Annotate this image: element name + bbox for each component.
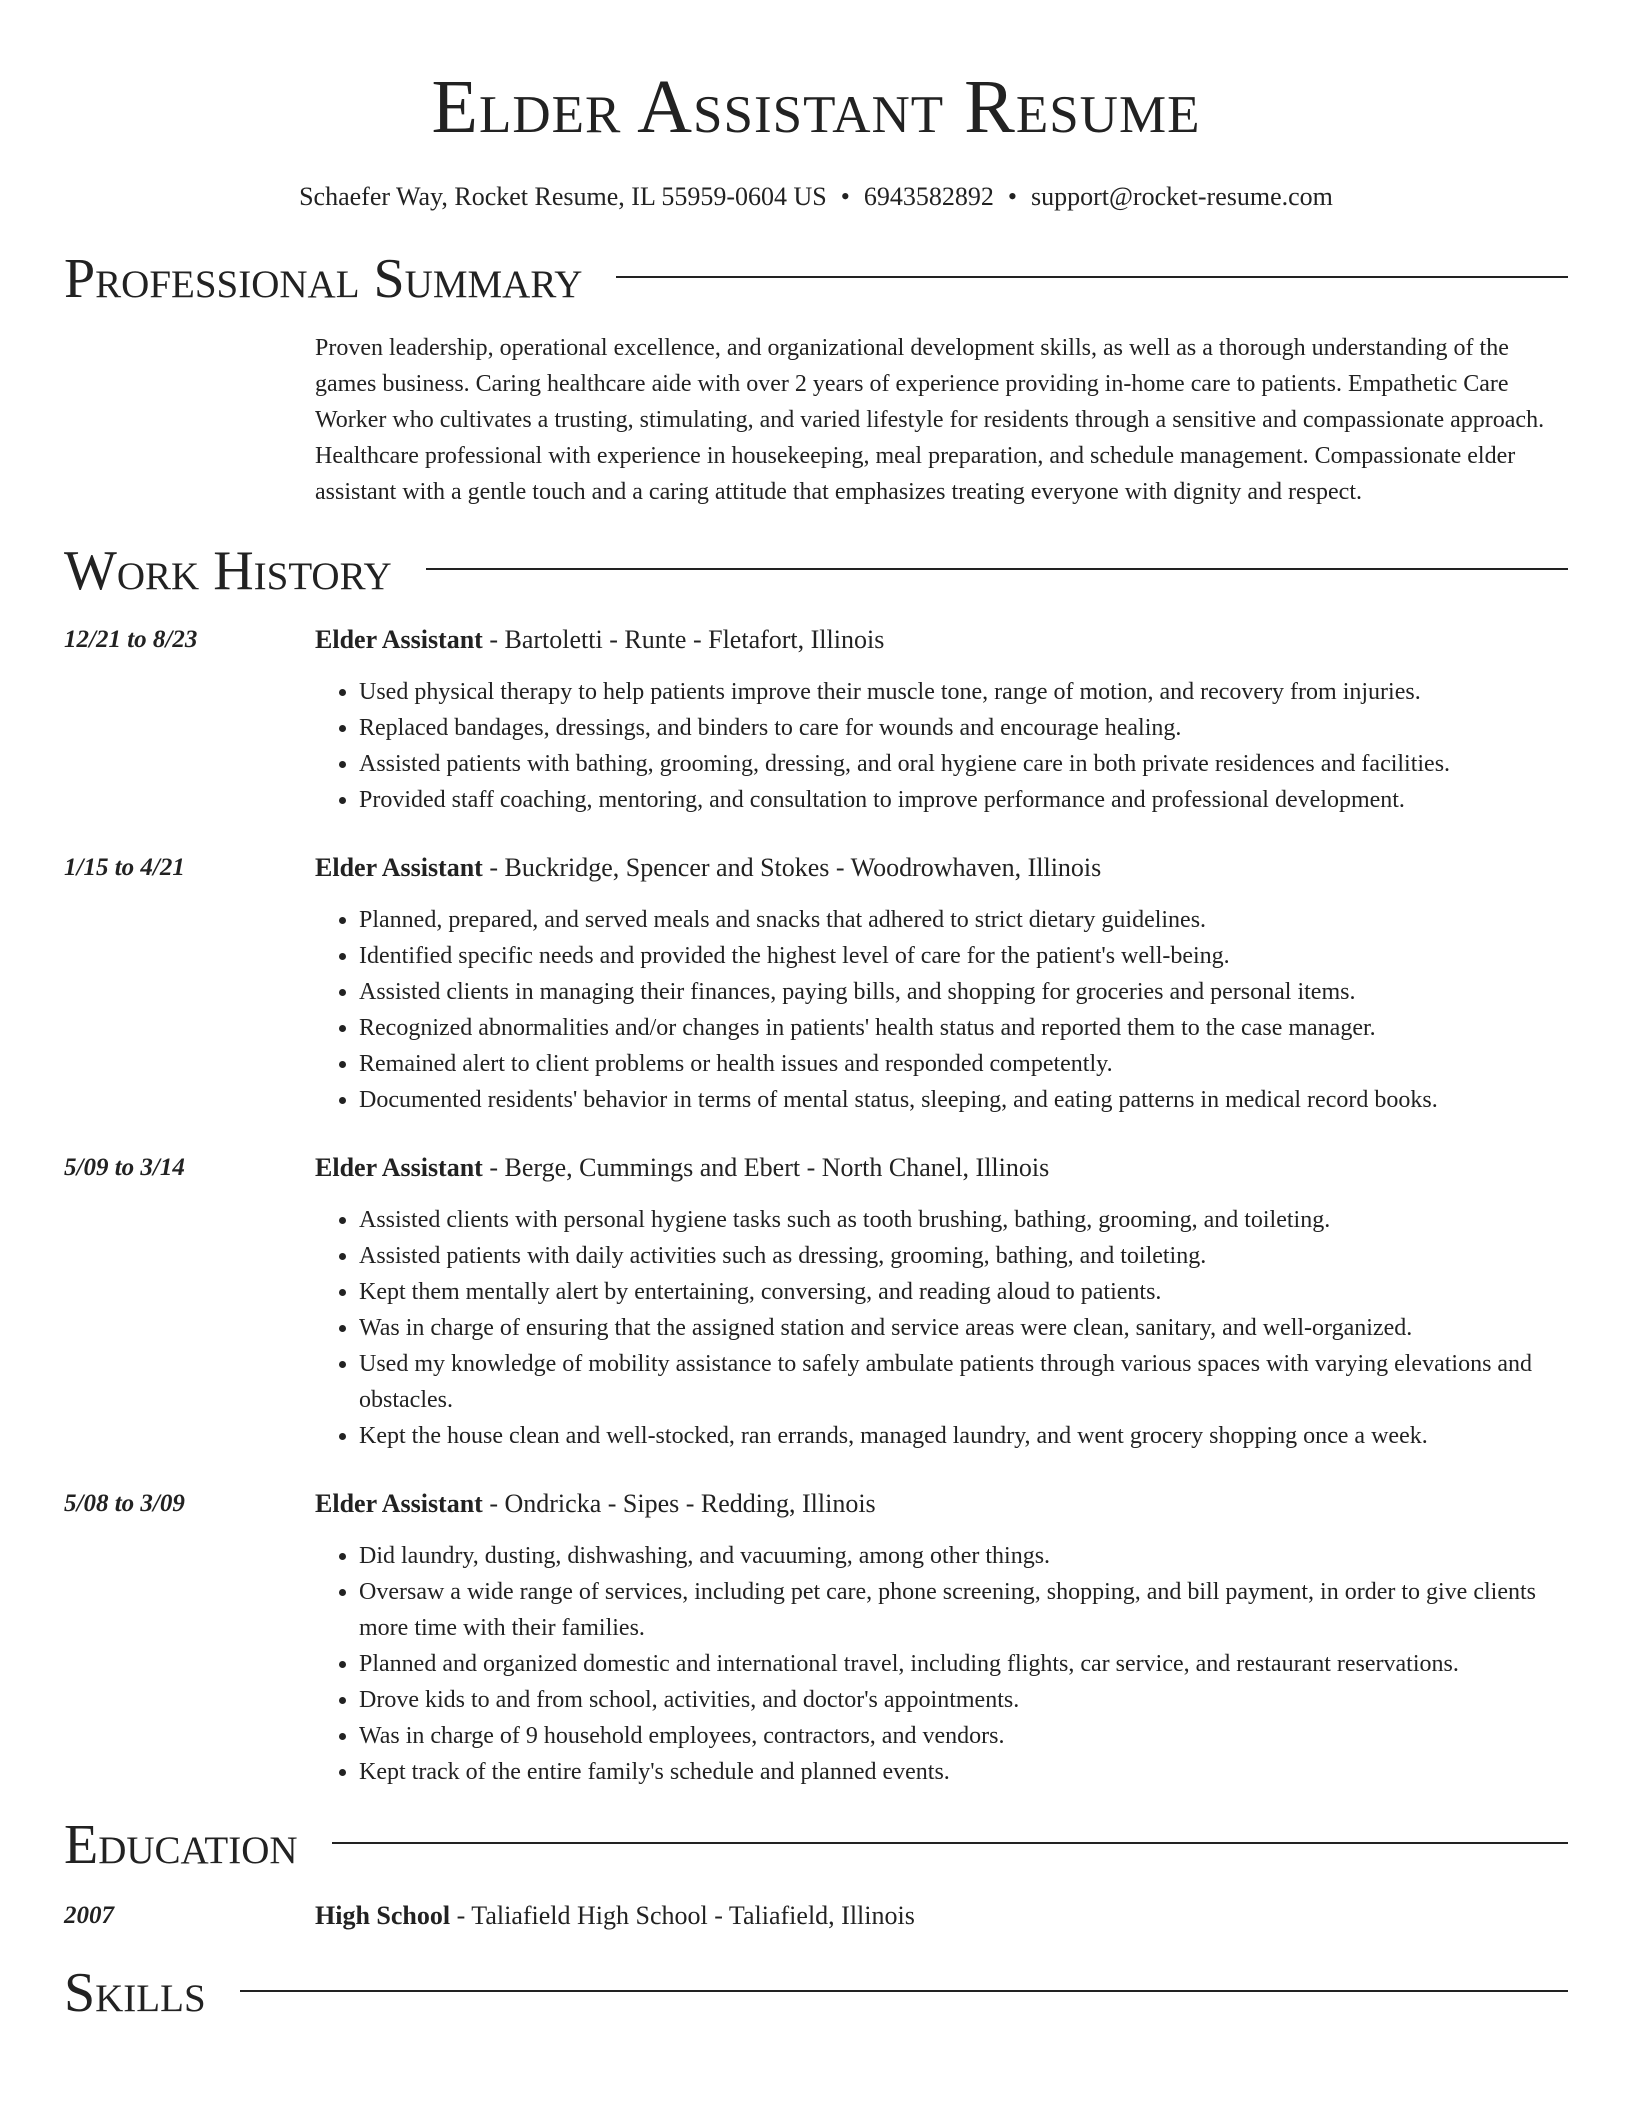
education-body bbox=[315, 1898, 1568, 1934]
job-bullet: • Identified specific needs and provided the highest level of care for the patient's well-being. bbox=[359, 938, 1568, 974]
job-bullet: • Used my knowledge of mobility assistance to safely ambulate patients through various spaces with varying elevations and obstacles. bbox=[359, 1346, 1568, 1418]
job-entry bbox=[64, 850, 1568, 1118]
job-dates: 12/21 to 8/23 bbox=[64, 626, 198, 653]
job-bullet: • Was in charge of ensuring that the assigned station and service areas were clean, sanitary, and well-organized. bbox=[359, 1310, 1568, 1346]
education-title-line bbox=[315, 1898, 1568, 1934]
job-body bbox=[315, 850, 1568, 1118]
job-bullet: • Remained alert to client problems or health issues and responded competently. bbox=[359, 1046, 1568, 1082]
job-bullets bbox=[315, 1538, 1568, 1790]
section-rule bbox=[616, 276, 1568, 278]
job-body bbox=[315, 622, 1568, 818]
contact-separator: • bbox=[840, 182, 850, 211]
resume-page bbox=[64, 0, 1568, 2024]
job-dates: 5/08 to 3/09 bbox=[64, 1490, 185, 1517]
job-bullet: • Assisted clients in managing their finances, paying bills, and shopping for groceries and personal items. bbox=[359, 974, 1568, 1010]
skills-section-header bbox=[64, 1962, 1568, 2024]
contact-address: Schaefer Way, Rocket Resume, IL 55959-0604 US bbox=[299, 182, 827, 211]
job-bullet: • Assisted clients with personal hygiene tasks such as tooth brushing, bathing, grooming, and toileting. bbox=[359, 1202, 1568, 1238]
contact-email: support@rocket-resume.com bbox=[1030, 182, 1333, 211]
summary-heading: Professional Summary bbox=[64, 248, 583, 310]
education-year: 2007 bbox=[64, 1902, 114, 1929]
education-heading: Education bbox=[64, 1814, 298, 1876]
job-details: - Ondricka - Sipes - Redding, Illinois bbox=[482, 1489, 876, 1518]
job-bullet: • Kept track of the entire family's schedule and planned events. bbox=[359, 1754, 1568, 1790]
job-title-line bbox=[315, 1486, 1568, 1522]
job-title-line bbox=[315, 1150, 1568, 1186]
job-role: Elder Assistant bbox=[315, 1489, 483, 1518]
job-bullet: • Planned, prepared, and served meals and snacks that adhered to strict dietary guidelines. bbox=[359, 902, 1568, 938]
job-bullets bbox=[315, 1202, 1568, 1454]
work-history-list bbox=[64, 622, 1568, 1790]
job-details: - Buckridge, Spencer and Stokes - Woodrowhaven, Illinois bbox=[482, 853, 1102, 882]
contact-phone: 6943582892 bbox=[863, 182, 994, 211]
job-title-line bbox=[315, 850, 1568, 886]
job-bullet: • Did laundry, dusting, dishwashing, and vacuuming, among other things. bbox=[359, 1538, 1568, 1574]
contact-line bbox=[64, 180, 1568, 214]
summary-text: Proven leadership, operational excellence, and organizational development skills, as well as a thorough understanding of the games business. Caring healthcare aide with over 2 years of experience providing in-home care to patients. Empathetic Care Worker who cultivates a trusting, stimulating, and varied lifestyle for residents through a sensitive and compassionate approach. Healthcare professional with experience in housekeeping, meal preparation, and schedule management. Compassionate elder assistant with a gentle touch and a caring attitude that emphasizes treating everyone with dignity and respect. bbox=[315, 335, 1545, 505]
job-bullet: • Was in charge of 9 household employees, contractors, and vendors. bbox=[359, 1718, 1568, 1754]
job-entry bbox=[64, 622, 1568, 818]
job-dates: 1/15 to 4/21 bbox=[64, 854, 185, 881]
job-role: Elder Assistant bbox=[315, 1153, 483, 1182]
job-title-line bbox=[315, 622, 1568, 658]
job-bullets bbox=[315, 674, 1568, 818]
contact-separator: • bbox=[1007, 182, 1017, 211]
job-bullet: • Recognized abnormalities and/or changes in patients' health status and reported them to the case manager. bbox=[359, 1010, 1568, 1046]
job-dates: 5/09 to 3/14 bbox=[64, 1154, 185, 1181]
resume-title: Elder Assistant Resume bbox=[431, 65, 1201, 149]
education-degree: High School bbox=[315, 1901, 451, 1930]
job-details: - Bartoletti - Runte - Fletafort, Illinois bbox=[482, 625, 885, 654]
job-bullet: • Kept the house clean and well-stocked, ran errands, managed laundry, and went grocery shopping once a week. bbox=[359, 1418, 1568, 1454]
job-bullet: • Assisted patients with daily activities such as dressing, grooming, bathing, and toileting. bbox=[359, 1238, 1568, 1274]
job-entry bbox=[64, 1486, 1568, 1790]
job-body bbox=[315, 1486, 1568, 1790]
job-details: - Berge, Cummings and Ebert - North Chanel, Illinois bbox=[482, 1153, 1050, 1182]
education-section-header bbox=[64, 1814, 1568, 1876]
job-role: Elder Assistant bbox=[315, 853, 483, 882]
job-role: Elder Assistant bbox=[315, 625, 483, 654]
skills-heading: Skills bbox=[64, 1962, 206, 2024]
job-bullet: • Provided staff coaching, mentoring, and consultation to improve performance and professional development. bbox=[359, 782, 1568, 818]
section-rule bbox=[426, 568, 1568, 570]
education-entry bbox=[64, 1898, 1568, 1934]
section-rule bbox=[332, 1842, 1568, 1844]
job-bullets bbox=[315, 902, 1568, 1118]
job-bullet: • Assisted patients with bathing, grooming, dressing, and oral hygiene care in both private residences and facilities. bbox=[359, 746, 1568, 782]
summary-section-header bbox=[64, 248, 1568, 310]
work-heading: Work History bbox=[64, 540, 392, 602]
job-bullet: • Replaced bandages, dressings, and binders to care for wounds and encourage healing. bbox=[359, 710, 1568, 746]
job-entry bbox=[64, 1150, 1568, 1454]
section-rule bbox=[240, 1990, 1568, 1992]
job-bullet: • Kept them mentally alert by entertaining, conversing, and reading aloud to patients. bbox=[359, 1274, 1568, 1310]
job-bullet: • Planned and organized domestic and international travel, including flights, car service, and restaurant reservations. bbox=[359, 1646, 1568, 1682]
job-bullet: • Documented residents' behavior in terms of mental status, sleeping, and eating patterns in medical record books. bbox=[359, 1082, 1568, 1118]
job-bullet: • Oversaw a wide range of services, including pet care, phone screening, shopping, and bill payment, in order to give clients more time with their families. bbox=[359, 1574, 1568, 1646]
education-details: - Taliafield High School - Taliafield, Illinois bbox=[450, 1901, 915, 1930]
job-bullet: • Used physical therapy to help patients improve their muscle tone, range of motion, and recovery from injuries. bbox=[359, 674, 1568, 710]
job-body bbox=[315, 1150, 1568, 1454]
job-bullet: • Drove kids to and from school, activities, and doctor's appointments. bbox=[359, 1682, 1568, 1718]
work-section-header bbox=[64, 540, 1568, 602]
